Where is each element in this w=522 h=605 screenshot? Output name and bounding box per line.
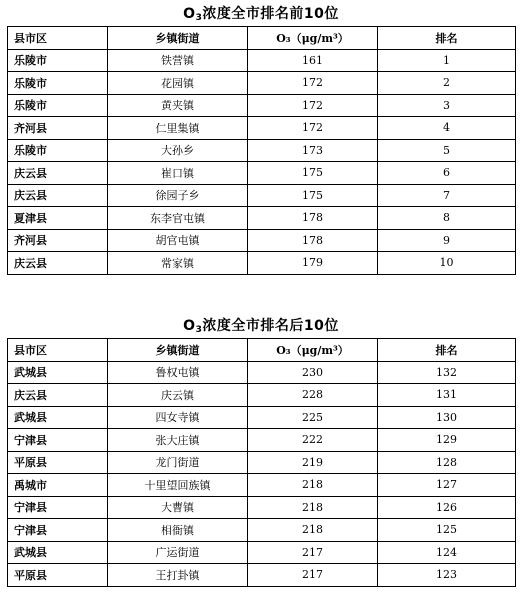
- cell-o3-value: 172: [248, 72, 378, 95]
- table-row: [8, 541, 516, 564]
- cell-town: 相衙镇: [108, 519, 248, 542]
- cell-rank: 127: [378, 474, 516, 497]
- table-row: [8, 384, 516, 407]
- table-row: [8, 162, 516, 185]
- cell-o3-value: 217: [248, 541, 378, 564]
- cell-o3-value: 161: [248, 49, 378, 72]
- cell-o3-value: 230: [248, 361, 378, 384]
- header-county: 县市区: [8, 339, 108, 362]
- cell-county: 齐河县: [8, 229, 108, 252]
- cell-o3-value: 219: [248, 451, 378, 474]
- cell-o3-value: 175: [248, 162, 378, 185]
- cell-rank: 124: [378, 541, 516, 564]
- table-row: [8, 49, 516, 72]
- bottom-ranking-table: [7, 338, 516, 587]
- cell-o3-value: 218: [248, 474, 378, 497]
- table-row: [8, 406, 516, 429]
- cell-o3-value: 222: [248, 429, 378, 452]
- cell-county: 禹城市: [8, 474, 108, 497]
- cell-county: 武城县: [8, 406, 108, 429]
- cell-county: 宁津县: [8, 496, 108, 519]
- cell-rank: 8: [378, 207, 516, 230]
- cell-town: 广运街道: [108, 541, 248, 564]
- table-row: [8, 139, 516, 162]
- cell-town: 胡官屯镇: [108, 229, 248, 252]
- cell-county: 乐陵市: [8, 139, 108, 162]
- cell-rank: 9: [378, 229, 516, 252]
- table-row: [8, 184, 516, 207]
- bottom-ranking-section: [7, 314, 515, 587]
- cell-town: 铁营镇: [108, 49, 248, 72]
- cell-rank: 126: [378, 496, 516, 519]
- cell-rank: 5: [378, 139, 516, 162]
- table-row: [8, 519, 516, 542]
- cell-rank: 6: [378, 162, 516, 185]
- cell-rank: 10: [378, 252, 516, 275]
- cell-town: 鲁权屯镇: [108, 361, 248, 384]
- header-rank: 排名: [378, 27, 516, 50]
- table-row: [8, 117, 516, 140]
- cell-county: 齐河县: [8, 117, 108, 140]
- cell-rank: 128: [378, 451, 516, 474]
- cell-o3-value: 218: [248, 496, 378, 519]
- table-row: [8, 229, 516, 252]
- cell-rank: 4: [378, 117, 516, 140]
- cell-o3-value: 175: [248, 184, 378, 207]
- header-town: 乡镇街道: [108, 27, 248, 50]
- cell-town: 十里望回族镇: [108, 474, 248, 497]
- header-rank: 排名: [378, 339, 516, 362]
- cell-town: 花园镇: [108, 72, 248, 95]
- cell-town: 四女寺镇: [108, 406, 248, 429]
- header-county: 县市区: [8, 27, 108, 50]
- cell-county: 乐陵市: [8, 94, 108, 117]
- cell-o3-value: 178: [248, 229, 378, 252]
- cell-county: 武城县: [8, 361, 108, 384]
- cell-o3-value: 228: [248, 384, 378, 407]
- cell-o3-value: 218: [248, 519, 378, 542]
- table-header-row: [8, 339, 516, 362]
- top-ranking-section: [7, 2, 515, 275]
- cell-county: 庆云县: [8, 162, 108, 185]
- top-ranking-table: [7, 26, 516, 275]
- cell-county: 平原县: [8, 564, 108, 587]
- cell-town: 张大庄镇: [108, 429, 248, 452]
- table-row: [8, 564, 516, 587]
- cell-county: 夏津县: [8, 207, 108, 230]
- cell-town: 王打卦镇: [108, 564, 248, 587]
- cell-rank: 129: [378, 429, 516, 452]
- cell-town: 庆云镇: [108, 384, 248, 407]
- cell-town: 崔口镇: [108, 162, 248, 185]
- table-row: [8, 72, 516, 95]
- table-header-row: [8, 27, 516, 50]
- cell-county: 宁津县: [8, 519, 108, 542]
- cell-rank: 2: [378, 72, 516, 95]
- table-row: [8, 429, 516, 452]
- table-row: [8, 94, 516, 117]
- cell-town: 龙门街道: [108, 451, 248, 474]
- cell-county: 武城县: [8, 541, 108, 564]
- cell-county: 庆云县: [8, 252, 108, 275]
- cell-county: 庆云县: [8, 184, 108, 207]
- cell-rank: 7: [378, 184, 516, 207]
- header-town: 乡镇街道: [108, 339, 248, 362]
- cell-town: 大孙乡: [108, 139, 248, 162]
- cell-o3-value: 173: [248, 139, 378, 162]
- cell-rank: 3: [378, 94, 516, 117]
- cell-county: 平原县: [8, 451, 108, 474]
- cell-town: 东李官屯镇: [108, 207, 248, 230]
- cell-rank: 1: [378, 49, 516, 72]
- cell-o3-value: 217: [248, 564, 378, 587]
- table-row: [8, 474, 516, 497]
- cell-county: 乐陵市: [8, 49, 108, 72]
- cell-county: 乐陵市: [8, 72, 108, 95]
- cell-rank: 123: [378, 564, 516, 587]
- cell-o3-value: 225: [248, 406, 378, 429]
- cell-rank: 130: [378, 406, 516, 429]
- table-row: [8, 361, 516, 384]
- header-o3: O₃（μg/m³）: [248, 27, 378, 50]
- cell-town: 徐园子乡: [108, 184, 248, 207]
- table-row: [8, 496, 516, 519]
- cell-town: 仁里集镇: [108, 117, 248, 140]
- cell-town: 常家镇: [108, 252, 248, 275]
- cell-o3-value: 178: [248, 207, 378, 230]
- header-o3: O₃（μg/m³）: [248, 339, 378, 362]
- table-row: [8, 451, 516, 474]
- cell-o3-value: 172: [248, 117, 378, 140]
- cell-o3-value: 179: [248, 252, 378, 275]
- cell-town: 大曹镇: [108, 496, 248, 519]
- top-ranking-title: $O_3$浓度全市排名前10位: [183, 6, 339, 23]
- bottom-ranking-title: $O_3$浓度全市排名后10位: [183, 318, 339, 335]
- cell-county: 宁津县: [8, 429, 108, 452]
- cell-rank: 131: [378, 384, 516, 407]
- cell-rank: 132: [378, 361, 516, 384]
- table-row: [8, 207, 516, 230]
- table-row: [8, 252, 516, 275]
- cell-o3-value: 172: [248, 94, 378, 117]
- cell-rank: 125: [378, 519, 516, 542]
- cell-county: 庆云县: [8, 384, 108, 407]
- cell-town: 黄夹镇: [108, 94, 248, 117]
